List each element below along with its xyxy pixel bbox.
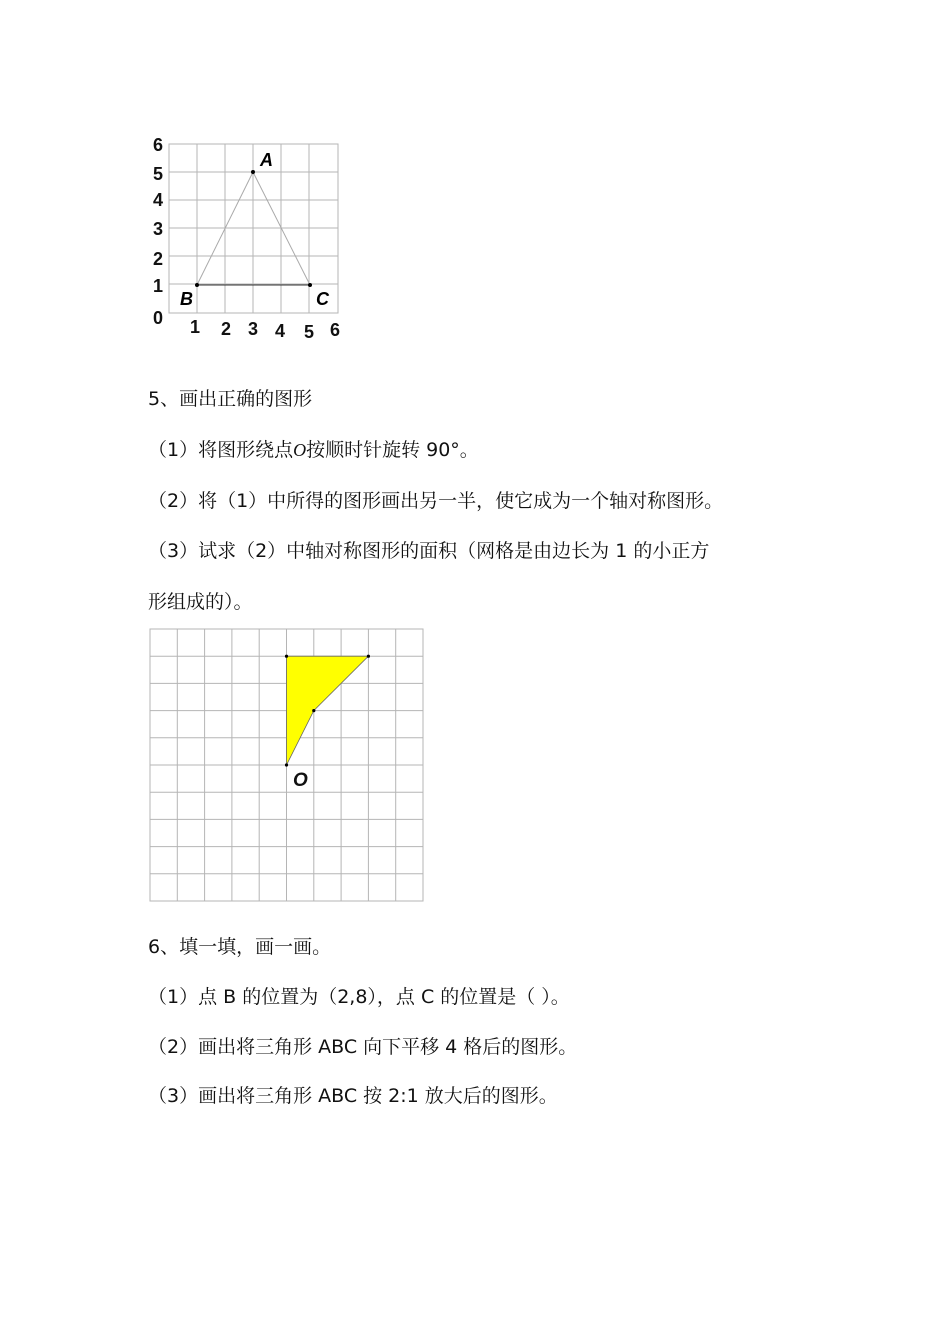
q6-title: 6、填一填，画一画。 [148, 936, 332, 958]
x-axis-labels [190, 317, 340, 342]
q5-step-1-post: 按顺时针旋转 90°。 [306, 439, 479, 461]
q5-step-1-pre: （1）将图形绕点 [148, 439, 294, 461]
vertex-point [312, 709, 315, 712]
y-tick: 6 [153, 135, 164, 155]
vertex-point [285, 655, 288, 658]
x-tick: 3 [248, 319, 259, 339]
q5-step-1 [148, 437, 479, 463]
q5-step-3: （3）试求（2）中轴对称图形的面积（网格是由边长为 1 的小正方 [148, 540, 710, 562]
label-b: B [180, 289, 193, 309]
q6-step-3: （3）画出将三角形 ABC 按 2:1 放大后的图形。 [148, 1085, 558, 1107]
x-tick: 1 [190, 317, 201, 337]
y-tick: 3 [153, 219, 164, 239]
y-tick: 0 [153, 308, 164, 328]
point-b [195, 283, 199, 287]
label-c: C [316, 289, 329, 309]
x-tick: 2 [221, 319, 232, 339]
q6-step-1: （1）点 B 的位置为（2,8），点 C 的位置是（ ）。 [148, 986, 570, 1008]
y-axis-labels [153, 135, 163, 328]
y-tick: 2 [153, 249, 164, 269]
y-tick: 1 [153, 276, 164, 296]
x-tick: 4 [275, 321, 286, 341]
q5-title: 5、画出正确的图形 [148, 388, 313, 410]
q6-step-2: （2）画出将三角形 ABC 向下平移 4 格后的图形。 [148, 1036, 578, 1058]
triangle-abc-figure [140, 130, 360, 345]
point-o [285, 763, 288, 766]
rotation-figure [140, 620, 440, 910]
y-tick: 5 [153, 164, 164, 184]
label-o: O [293, 770, 308, 791]
point-c [308, 283, 312, 287]
q5-step-3-cont: 形组成的）。 [148, 591, 253, 613]
grid-1 [169, 144, 338, 313]
x-tick: 6 [330, 320, 341, 340]
label-a: A [260, 150, 273, 170]
point-o-inline: O [293, 440, 307, 460]
x-tick: 5 [304, 322, 315, 342]
q5-step-2: （2）将（1）中所得的图形画出另一半，使它成为一个轴对称图形。 [148, 490, 724, 512]
vertex-point [367, 655, 370, 658]
point-a [251, 170, 255, 174]
y-tick: 4 [153, 190, 164, 210]
